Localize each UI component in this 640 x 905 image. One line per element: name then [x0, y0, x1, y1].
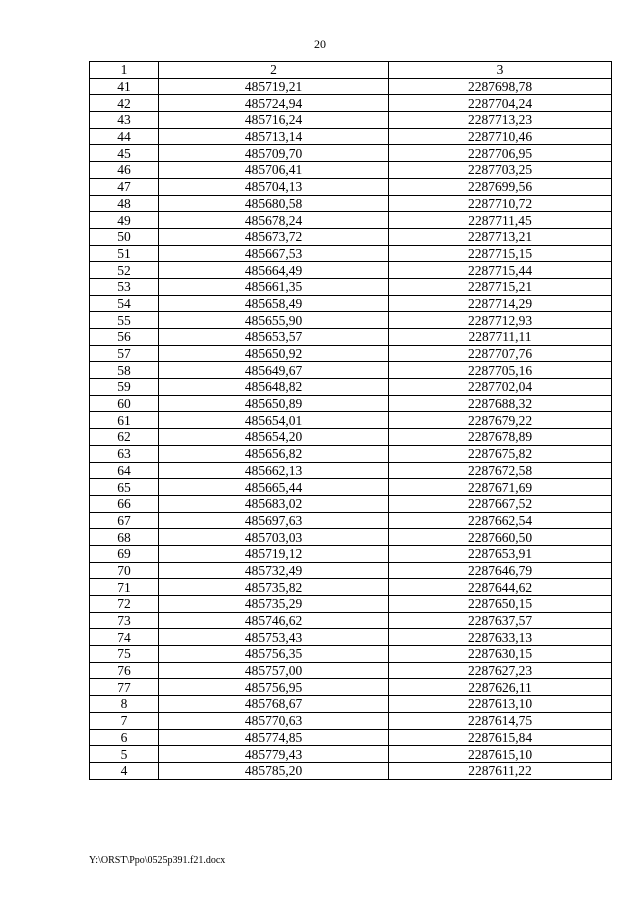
y-coordinate-cell: 2287615,84: [389, 729, 612, 746]
y-coordinate-cell: 2287688,32: [389, 395, 612, 412]
y-coordinate-cell: 2287707,76: [389, 345, 612, 362]
x-coordinate-cell: 485735,82: [159, 579, 389, 596]
point-number-cell: 77: [90, 679, 159, 696]
x-coordinate-cell: 485756,95: [159, 679, 389, 696]
table-row: [90, 429, 612, 446]
y-coordinate-cell: 2287715,21: [389, 278, 612, 295]
y-coordinate-cell: 2287646,79: [389, 562, 612, 579]
point-number-cell: 52: [90, 262, 159, 279]
x-coordinate-cell: 485654,01: [159, 412, 389, 429]
x-coordinate-cell: 485667,53: [159, 245, 389, 262]
x-coordinate-cell: 485709,70: [159, 145, 389, 162]
x-coordinate-cell: 485653,57: [159, 329, 389, 346]
point-number-cell: 50: [90, 228, 159, 245]
point-number-cell: 70: [90, 562, 159, 579]
x-coordinate-cell: 485678,24: [159, 212, 389, 229]
point-number-cell: 8: [90, 696, 159, 713]
table-row: [90, 696, 612, 713]
point-number-cell: 67: [90, 512, 159, 529]
x-coordinate-cell: 485661,35: [159, 278, 389, 295]
point-number-cell: 42: [90, 95, 159, 112]
table-row: [90, 278, 612, 295]
x-coordinate-cell: 485706,41: [159, 162, 389, 179]
x-coordinate-cell: 485703,03: [159, 529, 389, 546]
x-coordinate-cell: 485683,02: [159, 495, 389, 512]
x-coordinate-cell: 485724,94: [159, 95, 389, 112]
x-coordinate-cell: 485680,58: [159, 195, 389, 212]
x-coordinate-cell: 485732,49: [159, 562, 389, 579]
point-number-cell: 74: [90, 629, 159, 646]
point-number-cell: 58: [90, 362, 159, 379]
table-row: [90, 596, 612, 613]
table-row: [90, 512, 612, 529]
y-coordinate-cell: 2287713,23: [389, 112, 612, 129]
point-number-cell: 64: [90, 462, 159, 479]
table-row: [90, 245, 612, 262]
point-number-cell: 63: [90, 445, 159, 462]
table-row: [90, 679, 612, 696]
y-coordinate-cell: 2287633,13: [389, 629, 612, 646]
point-number-cell: 47: [90, 178, 159, 195]
x-coordinate-cell: 485658,49: [159, 295, 389, 312]
point-number-cell: 53: [90, 278, 159, 295]
table-row: [90, 562, 612, 579]
x-coordinate-cell: 485735,29: [159, 596, 389, 613]
page-number: 20: [314, 37, 326, 51]
point-number-cell: 73: [90, 612, 159, 629]
point-number-cell: 43: [90, 112, 159, 129]
y-coordinate-cell: 2287715,15: [389, 245, 612, 262]
y-coordinate-cell: 2287713,21: [389, 228, 612, 245]
table-row: [90, 712, 612, 729]
y-coordinate-cell: 2287671,69: [389, 479, 612, 496]
y-coordinate-cell: 2287706,95: [389, 145, 612, 162]
table-row: [90, 312, 612, 329]
column-header: 2: [159, 62, 389, 79]
table-row: [90, 228, 612, 245]
y-coordinate-cell: 2287714,29: [389, 295, 612, 312]
table-row: [90, 178, 612, 195]
x-coordinate-cell: 485770,63: [159, 712, 389, 729]
y-coordinate-cell: 2287705,16: [389, 362, 612, 379]
table-row: [90, 262, 612, 279]
x-coordinate-cell: 485704,13: [159, 178, 389, 195]
table-row: [90, 145, 612, 162]
point-number-cell: 60: [90, 395, 159, 412]
y-coordinate-cell: 2287712,93: [389, 312, 612, 329]
y-coordinate-cell: 2287672,58: [389, 462, 612, 479]
x-coordinate-cell: 485648,82: [159, 379, 389, 396]
x-coordinate-cell: 485757,00: [159, 662, 389, 679]
y-coordinate-cell: 2287710,46: [389, 128, 612, 145]
table-row: [90, 629, 612, 646]
x-coordinate-cell: 485656,82: [159, 445, 389, 462]
point-number-cell: 76: [90, 662, 159, 679]
point-number-cell: 5: [90, 746, 159, 763]
table-row: [90, 529, 612, 546]
x-coordinate-cell: 485719,21: [159, 78, 389, 95]
point-number-cell: 62: [90, 429, 159, 446]
table-row: [90, 495, 612, 512]
y-coordinate-cell: 2287644,62: [389, 579, 612, 596]
y-coordinate-cell: 2287699,56: [389, 178, 612, 195]
x-coordinate-cell: 485746,62: [159, 612, 389, 629]
x-coordinate-cell: 485779,43: [159, 746, 389, 763]
x-coordinate-cell: 485753,43: [159, 629, 389, 646]
point-number-cell: 7: [90, 712, 159, 729]
x-coordinate-cell: 485785,20: [159, 762, 389, 779]
x-coordinate-cell: 485665,44: [159, 479, 389, 496]
table-row: [90, 662, 612, 679]
x-coordinate-cell: 485655,90: [159, 312, 389, 329]
y-coordinate-cell: 2287630,15: [389, 646, 612, 663]
point-number-cell: 54: [90, 295, 159, 312]
table-row: [90, 479, 612, 496]
point-number-cell: 44: [90, 128, 159, 145]
point-number-cell: 48: [90, 195, 159, 212]
table-row: [90, 412, 612, 429]
point-number-cell: 65: [90, 479, 159, 496]
y-coordinate-cell: 2287637,57: [389, 612, 612, 629]
table-row: [90, 379, 612, 396]
x-coordinate-cell: 485650,92: [159, 345, 389, 362]
column-header: 3: [389, 62, 612, 79]
point-number-cell: 59: [90, 379, 159, 396]
table-row: [90, 162, 612, 179]
point-number-cell: 45: [90, 145, 159, 162]
y-coordinate-cell: 2287662,54: [389, 512, 612, 529]
y-coordinate-cell: 2287660,50: [389, 529, 612, 546]
y-coordinate-cell: 2287627,23: [389, 662, 612, 679]
point-number-cell: 46: [90, 162, 159, 179]
x-coordinate-cell: 485716,24: [159, 112, 389, 129]
table-row: [90, 729, 612, 746]
x-coordinate-cell: 485673,72: [159, 228, 389, 245]
table-row: [90, 762, 612, 779]
x-coordinate-cell: 485649,67: [159, 362, 389, 379]
x-coordinate-cell: 485650,89: [159, 395, 389, 412]
y-coordinate-cell: 2287678,89: [389, 429, 612, 446]
table-row: [90, 95, 612, 112]
point-number-cell: 55: [90, 312, 159, 329]
y-coordinate-cell: 2287704,24: [389, 95, 612, 112]
x-coordinate-cell: 485756,35: [159, 646, 389, 663]
point-number-cell: 68: [90, 529, 159, 546]
table-row: [90, 445, 612, 462]
footer-file-path: Y:\ORST\Ppo\0525p391.f21.docx: [89, 855, 226, 866]
point-number-cell: 61: [90, 412, 159, 429]
y-coordinate-cell: 2287679,22: [389, 412, 612, 429]
y-coordinate-cell: 2287626,11: [389, 679, 612, 696]
y-coordinate-cell: 2287667,52: [389, 495, 612, 512]
table-row: [90, 128, 612, 145]
table-row: [90, 78, 612, 95]
point-number-cell: 66: [90, 495, 159, 512]
coordinates-table: [89, 61, 612, 780]
y-coordinate-cell: 2287715,44: [389, 262, 612, 279]
point-number-cell: 6: [90, 729, 159, 746]
x-coordinate-cell: 485662,13: [159, 462, 389, 479]
y-coordinate-cell: 2287675,82: [389, 445, 612, 462]
table-row: [90, 646, 612, 663]
column-header: 1: [90, 62, 159, 79]
y-coordinate-cell: 2287615,10: [389, 746, 612, 763]
point-number-cell: 41: [90, 78, 159, 95]
point-number-cell: 69: [90, 545, 159, 562]
table-row: [90, 112, 612, 129]
table-row: [90, 612, 612, 629]
y-coordinate-cell: 2287711,45: [389, 212, 612, 229]
table-row: [90, 545, 612, 562]
table-row: [90, 362, 612, 379]
table-row: [90, 579, 612, 596]
y-coordinate-cell: 2287614,75: [389, 712, 612, 729]
y-coordinate-cell: 2287653,91: [389, 545, 612, 562]
table-row: [90, 746, 612, 763]
y-coordinate-cell: 2287702,04: [389, 379, 612, 396]
y-coordinate-cell: 2287650,15: [389, 596, 612, 613]
point-number-cell: 4: [90, 762, 159, 779]
table-row: [90, 329, 612, 346]
x-coordinate-cell: 485768,67: [159, 696, 389, 713]
y-coordinate-cell: 2287703,25: [389, 162, 612, 179]
table-row: [90, 295, 612, 312]
y-coordinate-cell: 2287611,22: [389, 762, 612, 779]
x-coordinate-cell: 485713,14: [159, 128, 389, 145]
point-number-cell: 72: [90, 596, 159, 613]
y-coordinate-cell: 2287711,11: [389, 329, 612, 346]
point-number-cell: 49: [90, 212, 159, 229]
table-row: [90, 212, 612, 229]
y-coordinate-cell: 2287710,72: [389, 195, 612, 212]
x-coordinate-cell: 485774,85: [159, 729, 389, 746]
table-header-row: [90, 62, 612, 79]
point-number-cell: 51: [90, 245, 159, 262]
point-number-cell: 75: [90, 646, 159, 663]
point-number-cell: 57: [90, 345, 159, 362]
table-row: [90, 395, 612, 412]
y-coordinate-cell: 2287613,10: [389, 696, 612, 713]
table-row: [90, 195, 612, 212]
point-number-cell: 71: [90, 579, 159, 596]
table-body: [90, 78, 612, 779]
point-number-cell: 56: [90, 329, 159, 346]
table-row: [90, 345, 612, 362]
x-coordinate-cell: 485654,20: [159, 429, 389, 446]
x-coordinate-cell: 485697,63: [159, 512, 389, 529]
y-coordinate-cell: 2287698,78: [389, 78, 612, 95]
x-coordinate-cell: 485719,12: [159, 545, 389, 562]
table-row: [90, 462, 612, 479]
x-coordinate-cell: 485664,49: [159, 262, 389, 279]
